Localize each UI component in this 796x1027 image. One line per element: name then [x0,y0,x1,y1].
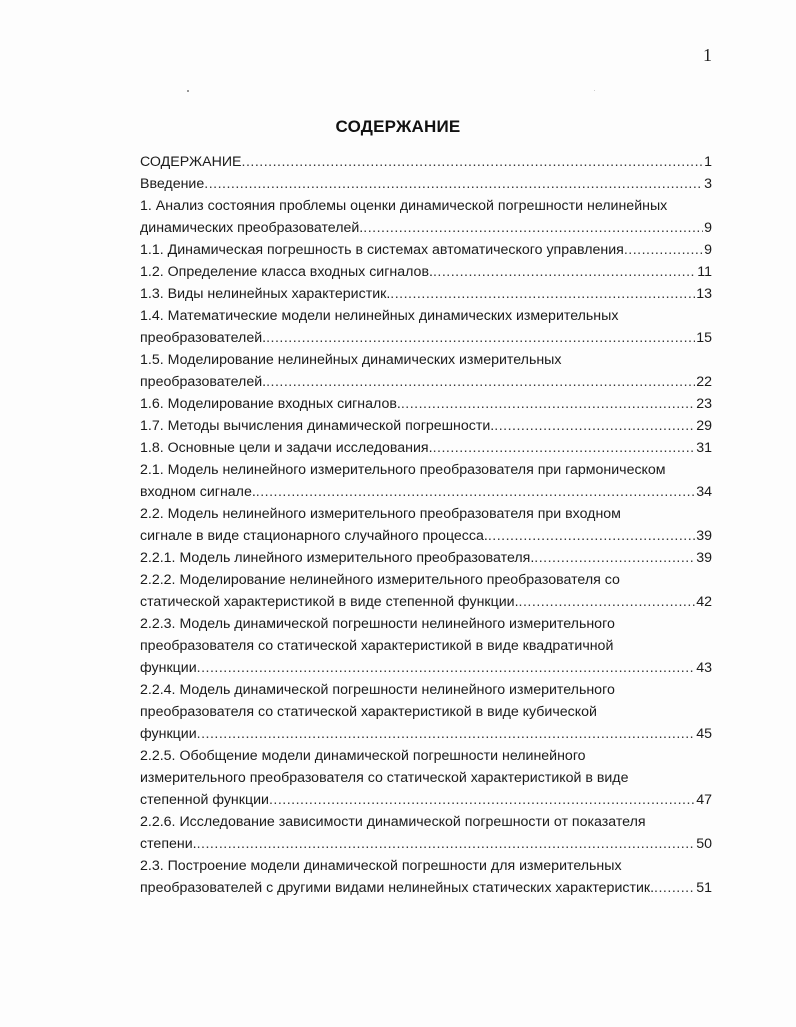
toc-entry-last-line [140,877,712,899]
toc-page-number: 50 [696,836,712,852]
toc-entry-line: 2.2.5. Обобщение модели динамической погрешности нелинейного [140,748,586,764]
toc-entry-last-line [140,173,712,195]
toc-entry-line: 2.2.2. Моделирование нелинейного измерительного преобразователя со [140,572,620,588]
dot-leader [242,151,704,173]
toc-entry-title: преобразователей. [140,374,267,390]
toc-entry-last-line [140,217,712,239]
toc-entry-line: 2.2.3. Модель динамической погрешности нелинейного измерительного [140,616,615,632]
toc-entry-last-line [140,151,712,173]
toc-entry[interactable] [140,173,712,195]
toc-entry-last-line [140,283,712,305]
toc-entry-title: степени. [140,836,197,852]
toc-page-number: 51 [696,880,712,896]
toc-entry[interactable] [140,305,712,349]
toc-entry-last-line [140,833,712,855]
dot-leader [488,525,695,547]
toc-entry-title: 1.6. Моделирование входных сигналов. [140,396,401,412]
toc-entry-title: преобразователей. [140,330,267,346]
toc-entry-title: степенной функции [140,792,269,808]
toc-entry-last-line [140,261,712,283]
page-number: 1 [703,45,712,65]
dot-leader [363,217,703,239]
dot-leader [654,877,695,899]
toc-entry-last-line [140,547,712,569]
toc-page-number: 29 [696,418,712,434]
toc-entry-last-line [140,723,712,745]
toc-entry-last-line [140,415,712,437]
toc-entry-line: 1.4. Математические модели нелинейных динамических измерительных [140,308,619,324]
toc-page-number: 45 [696,726,712,742]
toc-entry-title: 1.1. Динамическая погрешность в системах автоматического управления [140,242,624,258]
toc-page-number: 39 [696,528,712,544]
toc-entry[interactable] [140,393,712,415]
toc-entry[interactable] [140,811,712,855]
toc-entry-line: 2.3. Построение модели динамической погрешности для измерительных [140,858,622,874]
toc-page-number: 11 [697,264,712,280]
dot-leader [256,481,695,503]
toc-entry-title: функции [140,726,197,742]
toc-entry[interactable] [140,415,712,437]
toc-entry-title: сигнале в виде стационарного случайного процесса. [140,528,488,544]
toc-entry-last-line [140,481,712,503]
toc-page-number: 3 [704,176,712,192]
toc-entry-line: преобразователя со статической характеристикой в виде квадратичной [140,638,614,654]
toc-entry-title: функции [140,660,197,676]
toc-entry-line: 2.2.4. Модель динамической погрешности нелинейного измерительного [140,682,615,698]
toc-entry[interactable] [140,855,712,899]
scan-speck [187,90,189,92]
toc-entry[interactable] [140,679,712,745]
toc-entry-title: 1.2. Определение класса входных сигналов. [140,264,433,280]
toc-entry-title: динамических преобразователей. [140,220,364,236]
toc-entry-title: 2.2.1. Модель линейного измерительного преобразователя. [140,550,535,566]
dot-leader [197,833,696,855]
toc-entry[interactable] [140,613,712,679]
toc-page-number: 13 [696,286,712,302]
toc-entry-title: статической характеристикой в виде степенной функции. [140,594,519,610]
toc-entry[interactable] [140,547,712,569]
toc-page-number: 23 [696,396,712,412]
dot-leader [204,173,703,195]
toc-page-number: 15 [696,330,712,346]
dot-leader [624,239,703,261]
dot-leader [390,283,695,305]
dot-leader [266,327,695,349]
toc-entry-last-line [140,657,712,679]
toc-entry[interactable] [140,459,712,503]
scan-speck [594,90,595,91]
toc-entry-last-line [140,525,712,547]
toc-entry[interactable] [140,151,712,173]
toc-entry-last-line [140,789,712,811]
toc-page-number: 42 [696,594,712,610]
toc-page-number: 22 [696,374,712,390]
dot-leader [433,261,696,283]
toc-entry-title: СОДЕРЖАНИЕ [140,154,242,170]
toc-entry[interactable] [140,745,712,811]
toc-page-number: 9 [704,242,712,258]
dot-leader [197,723,696,745]
toc-entry-title: преобразователей с другими видами нелинейных статических характеристик. [140,880,655,896]
dot-leader [401,393,695,415]
toc-entry-line: измерительного преобразователя со статической характеристикой в виде [140,770,629,786]
toc-entry-title: 1.8. Основные цели и задачи исследования. [140,440,433,456]
toc-entry-line: преобразователя со статической характеристикой в виде кубической [140,704,597,720]
toc-entry-last-line [140,371,712,393]
toc-entry-line: 2.1. Модель нелинейного измерительного преобразователя при гармоническом [140,462,666,478]
toc-page-number: 31 [696,440,712,456]
dot-leader [433,437,696,459]
toc-page-number: 47 [696,792,712,808]
dot-leader [197,657,696,679]
toc-entry-last-line [140,437,712,459]
toc-entry[interactable] [140,239,712,261]
toc-page-number: 1 [704,154,712,170]
toc-page-number: 43 [696,660,712,676]
toc-page-number: 9 [704,220,712,236]
toc-entry-title: входном сигнале. [140,484,256,500]
toc-entry-line: 2.2.6. Исследование зависимости динамической погрешности от показателя [140,814,646,830]
dot-leader [266,371,695,393]
toc-entry-title: 1.7. Методы вычисления динамической погрешности. [140,418,495,434]
toc-entry[interactable] [140,503,712,547]
page-title: СОДЕРЖАНИЕ [335,117,461,136]
toc-entry-line: 1. Анализ состояния проблемы оценки динамической погрешности нелинейных [140,198,668,214]
dot-leader [494,415,695,437]
toc-page-number: 39 [696,550,712,566]
toc-entry-title: 1.3. Виды нелинейных характеристик. [140,286,391,302]
toc-entry-last-line [140,327,712,349]
toc-entry-title: Введение [140,176,205,192]
toc-entry[interactable] [140,569,712,613]
dot-leader [519,591,696,613]
toc-entry[interactable] [140,437,712,459]
toc-entry-last-line [140,393,712,415]
toc-entry[interactable] [140,349,712,393]
toc-entry[interactable] [140,195,712,239]
toc-entry-last-line [140,239,712,261]
toc-entry-line: 2.2. Модель нелинейного измерительного преобразователя при входном [140,506,621,522]
toc-page-number: 34 [696,484,712,500]
dot-leader [534,547,695,569]
toc-entry-line: 1.5. Моделирование нелинейных динамических измерительных [140,352,562,368]
toc-entry[interactable] [140,283,712,305]
dot-leader [269,789,695,811]
table-of-contents [140,151,712,899]
toc-entry-last-line [140,591,712,613]
toc-entry[interactable] [140,261,712,283]
